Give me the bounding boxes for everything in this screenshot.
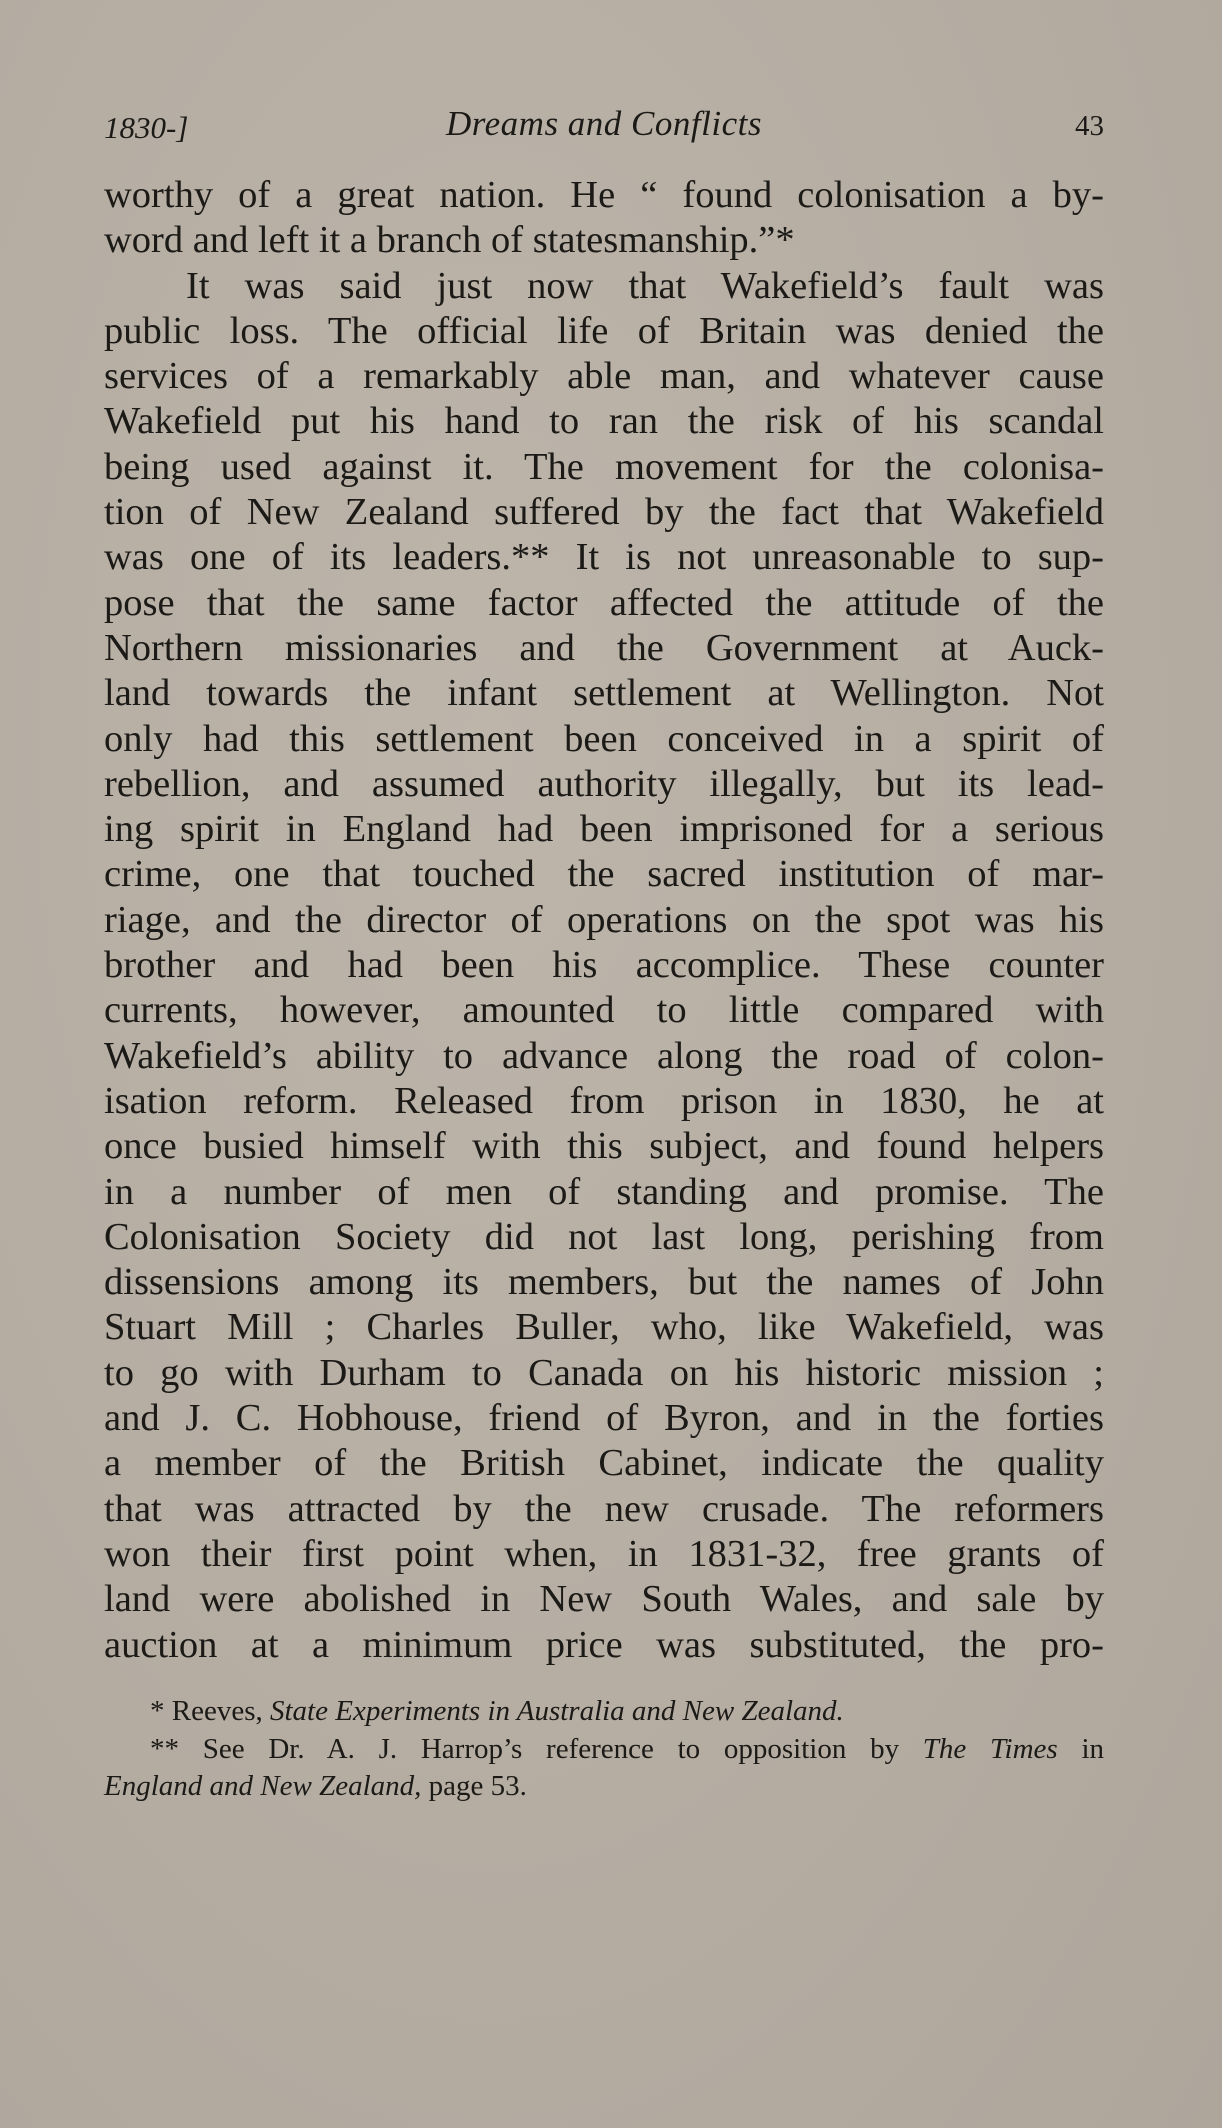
text-line: worthy of a great nation. He “ found colonisation a by- [104,174,1104,216]
text-line: rebellion, and assumed authority illegally, but its lead- [104,762,1104,805]
footnotes [104,1693,1104,1806]
running-head-title: Dreams and Conflicts [446,104,762,143]
text-line: was one of its leaders.** It is not unreasonable to sup- [104,536,1104,579]
text-line: a member of the British Cabinet, indicate the quality [104,1442,1104,1485]
text-line: once busied himself with this subject, and found helpers [104,1125,1104,1168]
text-line: Northern missionaries and the Government at Auck- [104,626,1104,669]
text-line: won their first point when, in 1831-32, free grants of [104,1532,1104,1575]
footnote-2-page: page 53. [421,1770,527,1802]
text-line: crime, one that touched the sacred institution of mar- [104,853,1104,896]
text-line: dissensions among its members, but the names of John [104,1261,1104,1304]
text-line: It was said just now that Wakefield’s fault was [186,264,1104,307]
footnote-1-text: * Reeves, [150,1695,270,1727]
text-line: word and left it a branch of statesmanship.”* [104,219,795,262]
footnote-2-source: The Times [922,1732,1058,1765]
text-line: land were abolished in New South Wales, and sale by [104,1578,1104,1621]
footnote-1 [104,1693,1104,1731]
text-line: Stuart Mill ; Charles Buller, who, like Wakefield, was [104,1306,1104,1349]
text-line: auction at a minimum price was substituted, the pro- [104,1623,1104,1666]
text-line: services of a remarkably able man, and whatever cause [104,355,1104,398]
text-line: to go with Durham to Canada on his historic mission ; [104,1351,1104,1394]
footnote-1-title: State Experiments in Australia and New Zealand. [270,1695,844,1727]
text-line: Colonisation Society did not last long, perishing from [104,1215,1104,1258]
text-line: in a number of men of standing and promise. The [104,1170,1104,1213]
text-line: riage, and the director of operations on the spot was his [104,898,1104,941]
text-line: isation reform. Released from prison in 1830, he at [104,1079,1104,1122]
text-line: Wakefield’s ability to advance along the road of colon- [104,1034,1104,1077]
footnote-2-book: England and New Zealand, [104,1770,422,1802]
text-line: and J. C. Hobhouse, friend of Byron, and in the forties [104,1397,1104,1440]
running-head-date: 1830-] [104,110,189,145]
text-line: that was attracted by the new crusade. The reformers [104,1487,1104,1530]
footnote-2 [104,1731,1104,1769]
text-line: being used against it. The movement for the colonisa- [104,445,1104,488]
text-line: pose that the same factor affected the attitude of the [104,581,1104,624]
text-line: public loss. The official life of Britain was denied the [104,309,1104,352]
text-line: only had this settlement been conceived in a spirit of [104,717,1104,760]
running-head [104,104,1104,154]
text-line: tion of New Zealand suffered by the fact that Wakefield [104,491,1104,534]
footnote-2-in: in [1057,1732,1104,1765]
text-line: land towards the infant settlement at Wellington. Not [104,672,1104,715]
text-line: currents, however, amounted to little compared with [104,989,1104,1032]
text-line: Wakefield put his hand to ran the risk of his scandal [104,400,1104,443]
text-line: brother and had been his accomplice. These counter [104,944,1104,987]
text-line: ing spirit in England had been imprisoned for a serious [104,808,1104,851]
page-number: 43 [1075,110,1104,142]
footnote-2-text: ** See Dr. A. J. Harrop’s reference to opposition by [150,1732,923,1765]
footnote-2-continued [104,1768,1104,1806]
body-text [104,173,1104,1668]
